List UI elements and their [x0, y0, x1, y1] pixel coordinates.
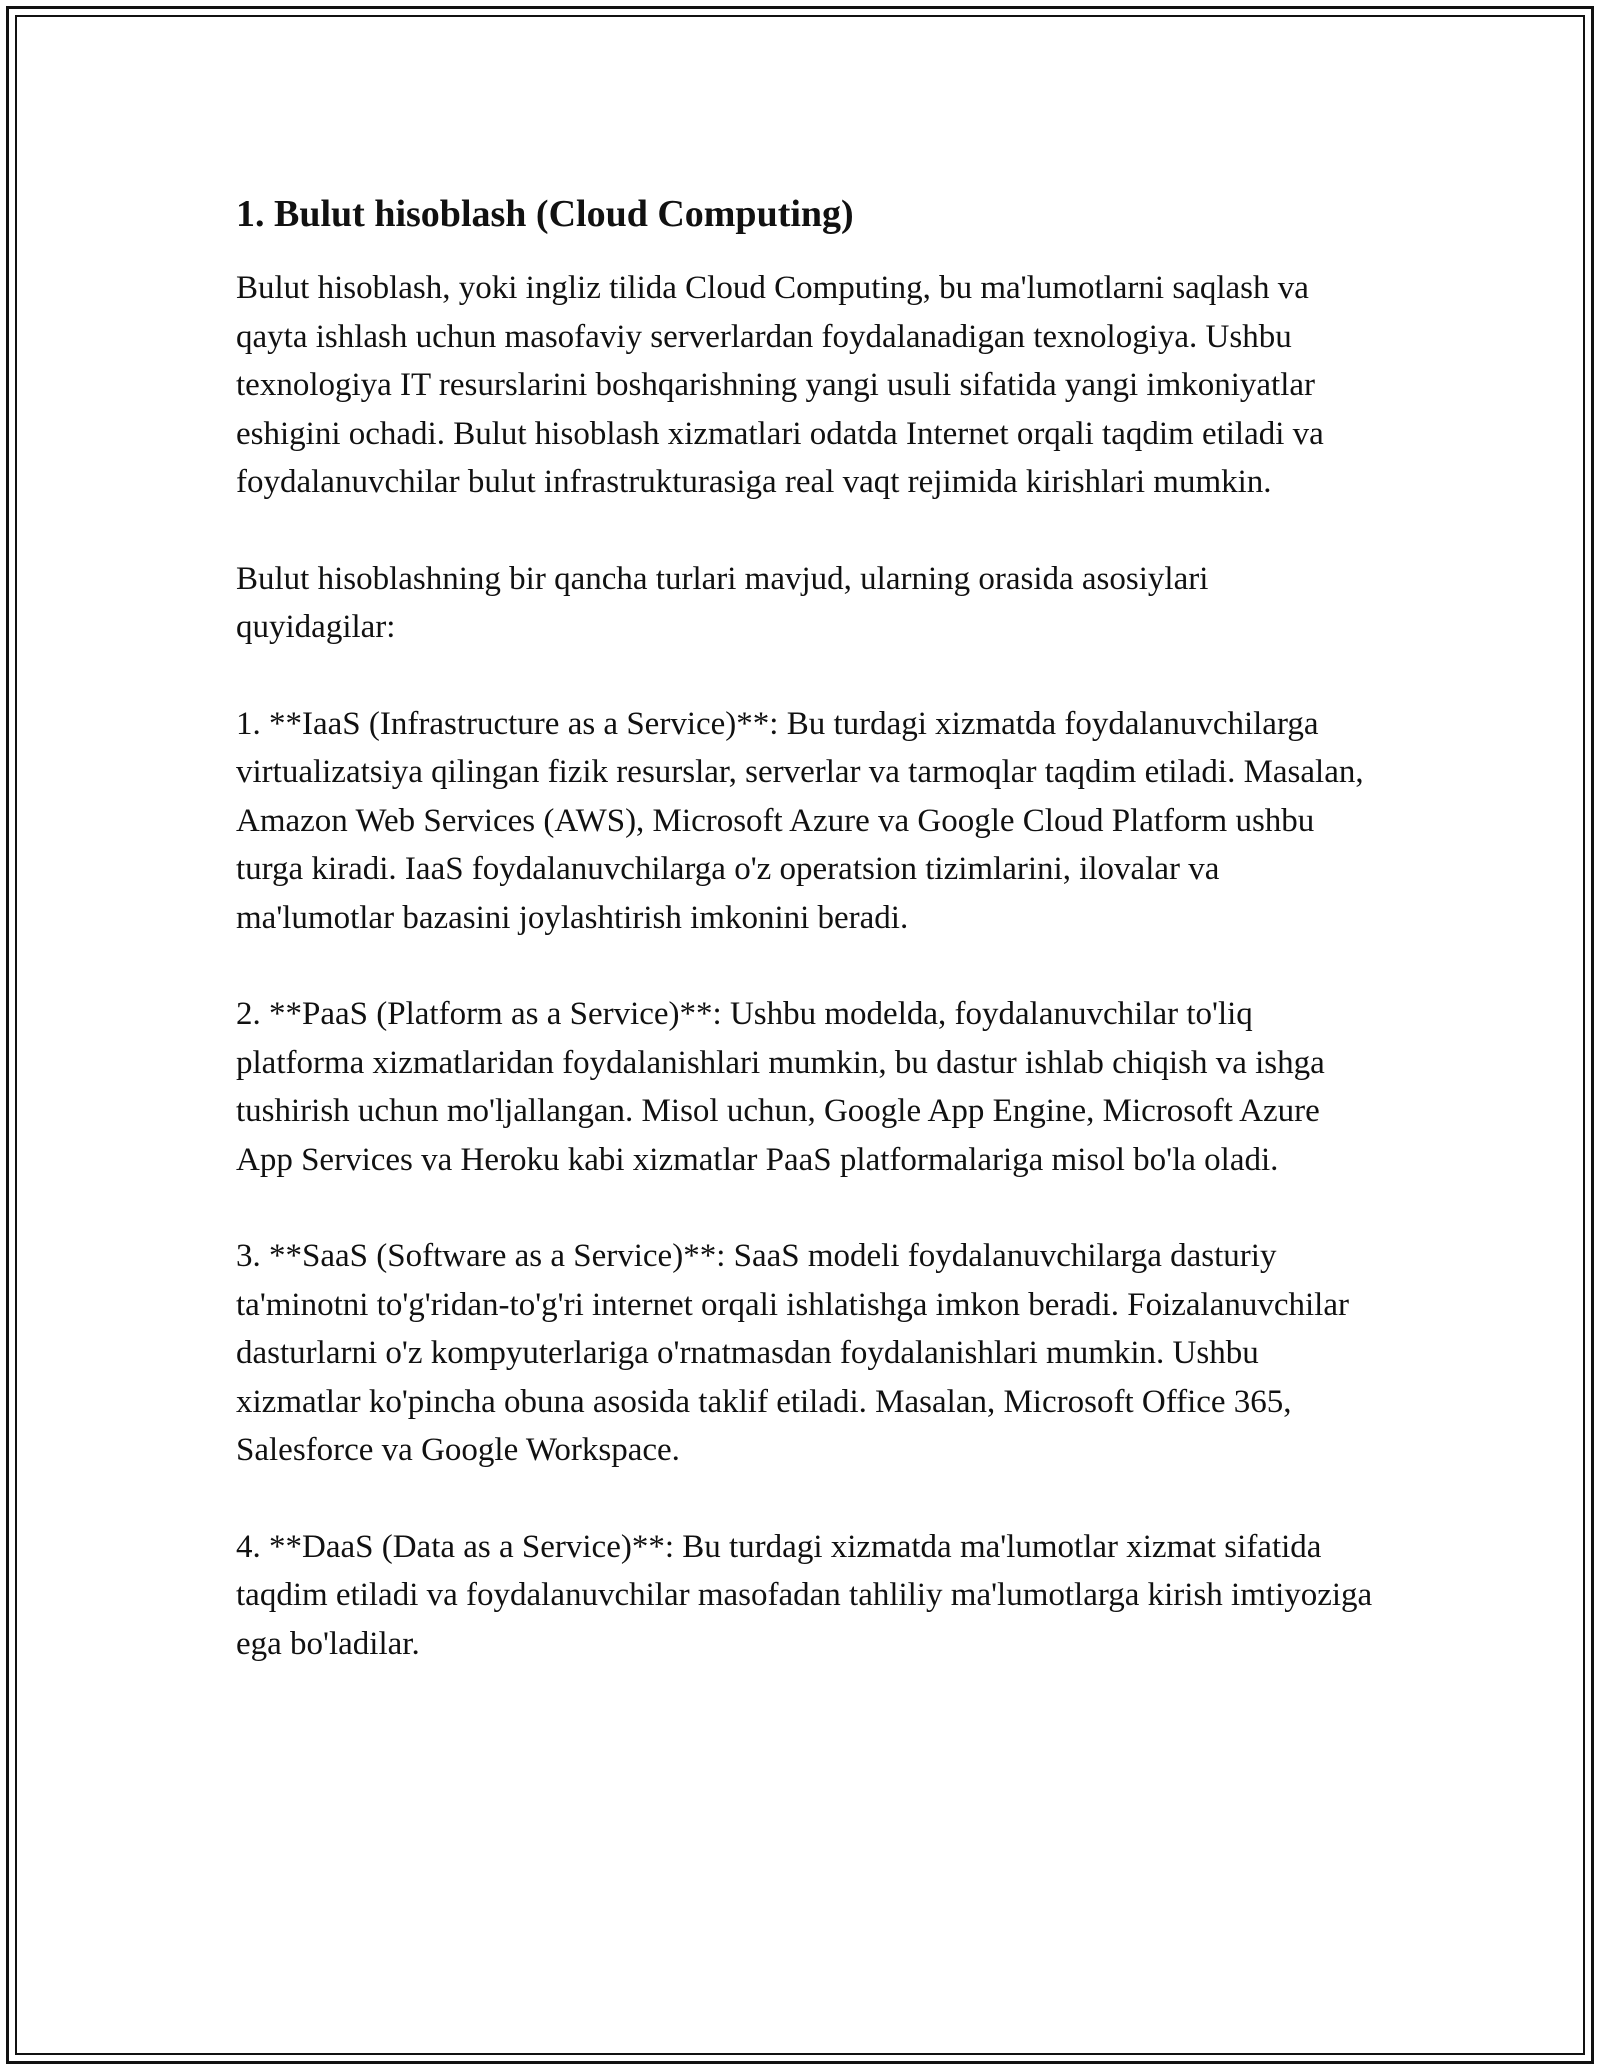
document-body	[236, 186, 1376, 1668]
saas-paragraph: 3. **SaaS (Software as a Service)**: SaaS modeli foydalanuvchilarga dasturiy ta'minotni to'g'ridan-to'g'ri internet orqali ishlatishga imkon beradi. Foizalanuvchilar dasturlarni o'z kompyuterlariga o'rnatmasdan foydalanishlari mumkin. Ushbu xizmatlar ko'pincha obuna asosida taklif etiladi. Masalan, Microsoft Office 365, Salesforce va Google Workspace.	[236, 1238, 1349, 1468]
paas-paragraph: 2. **PaaS (Platform as a Service)**: Ushbu modelda, foydalanuvchilar to'liq platforma xizmatlaridan foydalanishlari mumkin, bu dastur ishlab chiqish va ishga tushirish uchun mo'ljallangan. Misol uchun, Google App Engine, Microsoft Azure App Services va Heroku kabi xizmatlar PaaS platformalariga misol bo'la oladi.	[236, 996, 1325, 1178]
iaas-paragraph: 1. **IaaS (Infrastructure as a Service)**: Bu turdagi xizmatda foydalanuvchilarga virtualizatsiya qilingan fizik resurslar, serverlar va tarmoqlar taqdim etiladi. Masalan, Amazon Web Services (AWS), Microsoft Azure va Google Cloud Platform ushbu turga kiradi. IaaS foydalanuvchilarga o'z operatsion tizimlarini, ilovalar va ma'lumotlar bazasini joylashtirish imkonini beradi.	[236, 705, 1364, 936]
daas-paragraph: 4. **DaaS (Data as a Service)**: Bu turdagi xizmatda ma'lumotlar xizmat sifatida taqdim etiladi va foydalanuvchilar masofadan tahliliy ma'lumotlarga kirish imtiyoziga ega bo'ladilar.	[236, 1528, 1373, 1662]
document-title: 1. Bulut hisoblash (Cloud Computing)	[236, 193, 854, 235]
types-intro-paragraph: Bulut hisoblashning bir qancha turlari mavjud, ularning orasida asosiylari quyidagilar:	[236, 560, 1209, 645]
intro-paragraph: Bulut hisoblash, yoki ingliz tilida Cloud Computing, bu ma'lumotlarni saqlash va qayta ishlash uchun masofaviy serverlardan foydalanadigan texnologiya. Ushbu texnologiya IT resurslarini boshqarishning yangi usuli sifatida yangi imkoniyatlar eshigini ochadi. Bulut hisoblash xizmatlari odatda Internet orqali taqdim etiladi va foydalanuvchilar bulut infrastrukturasiga real vaqt rejimida kirishlari mumkin.	[236, 270, 1324, 500]
